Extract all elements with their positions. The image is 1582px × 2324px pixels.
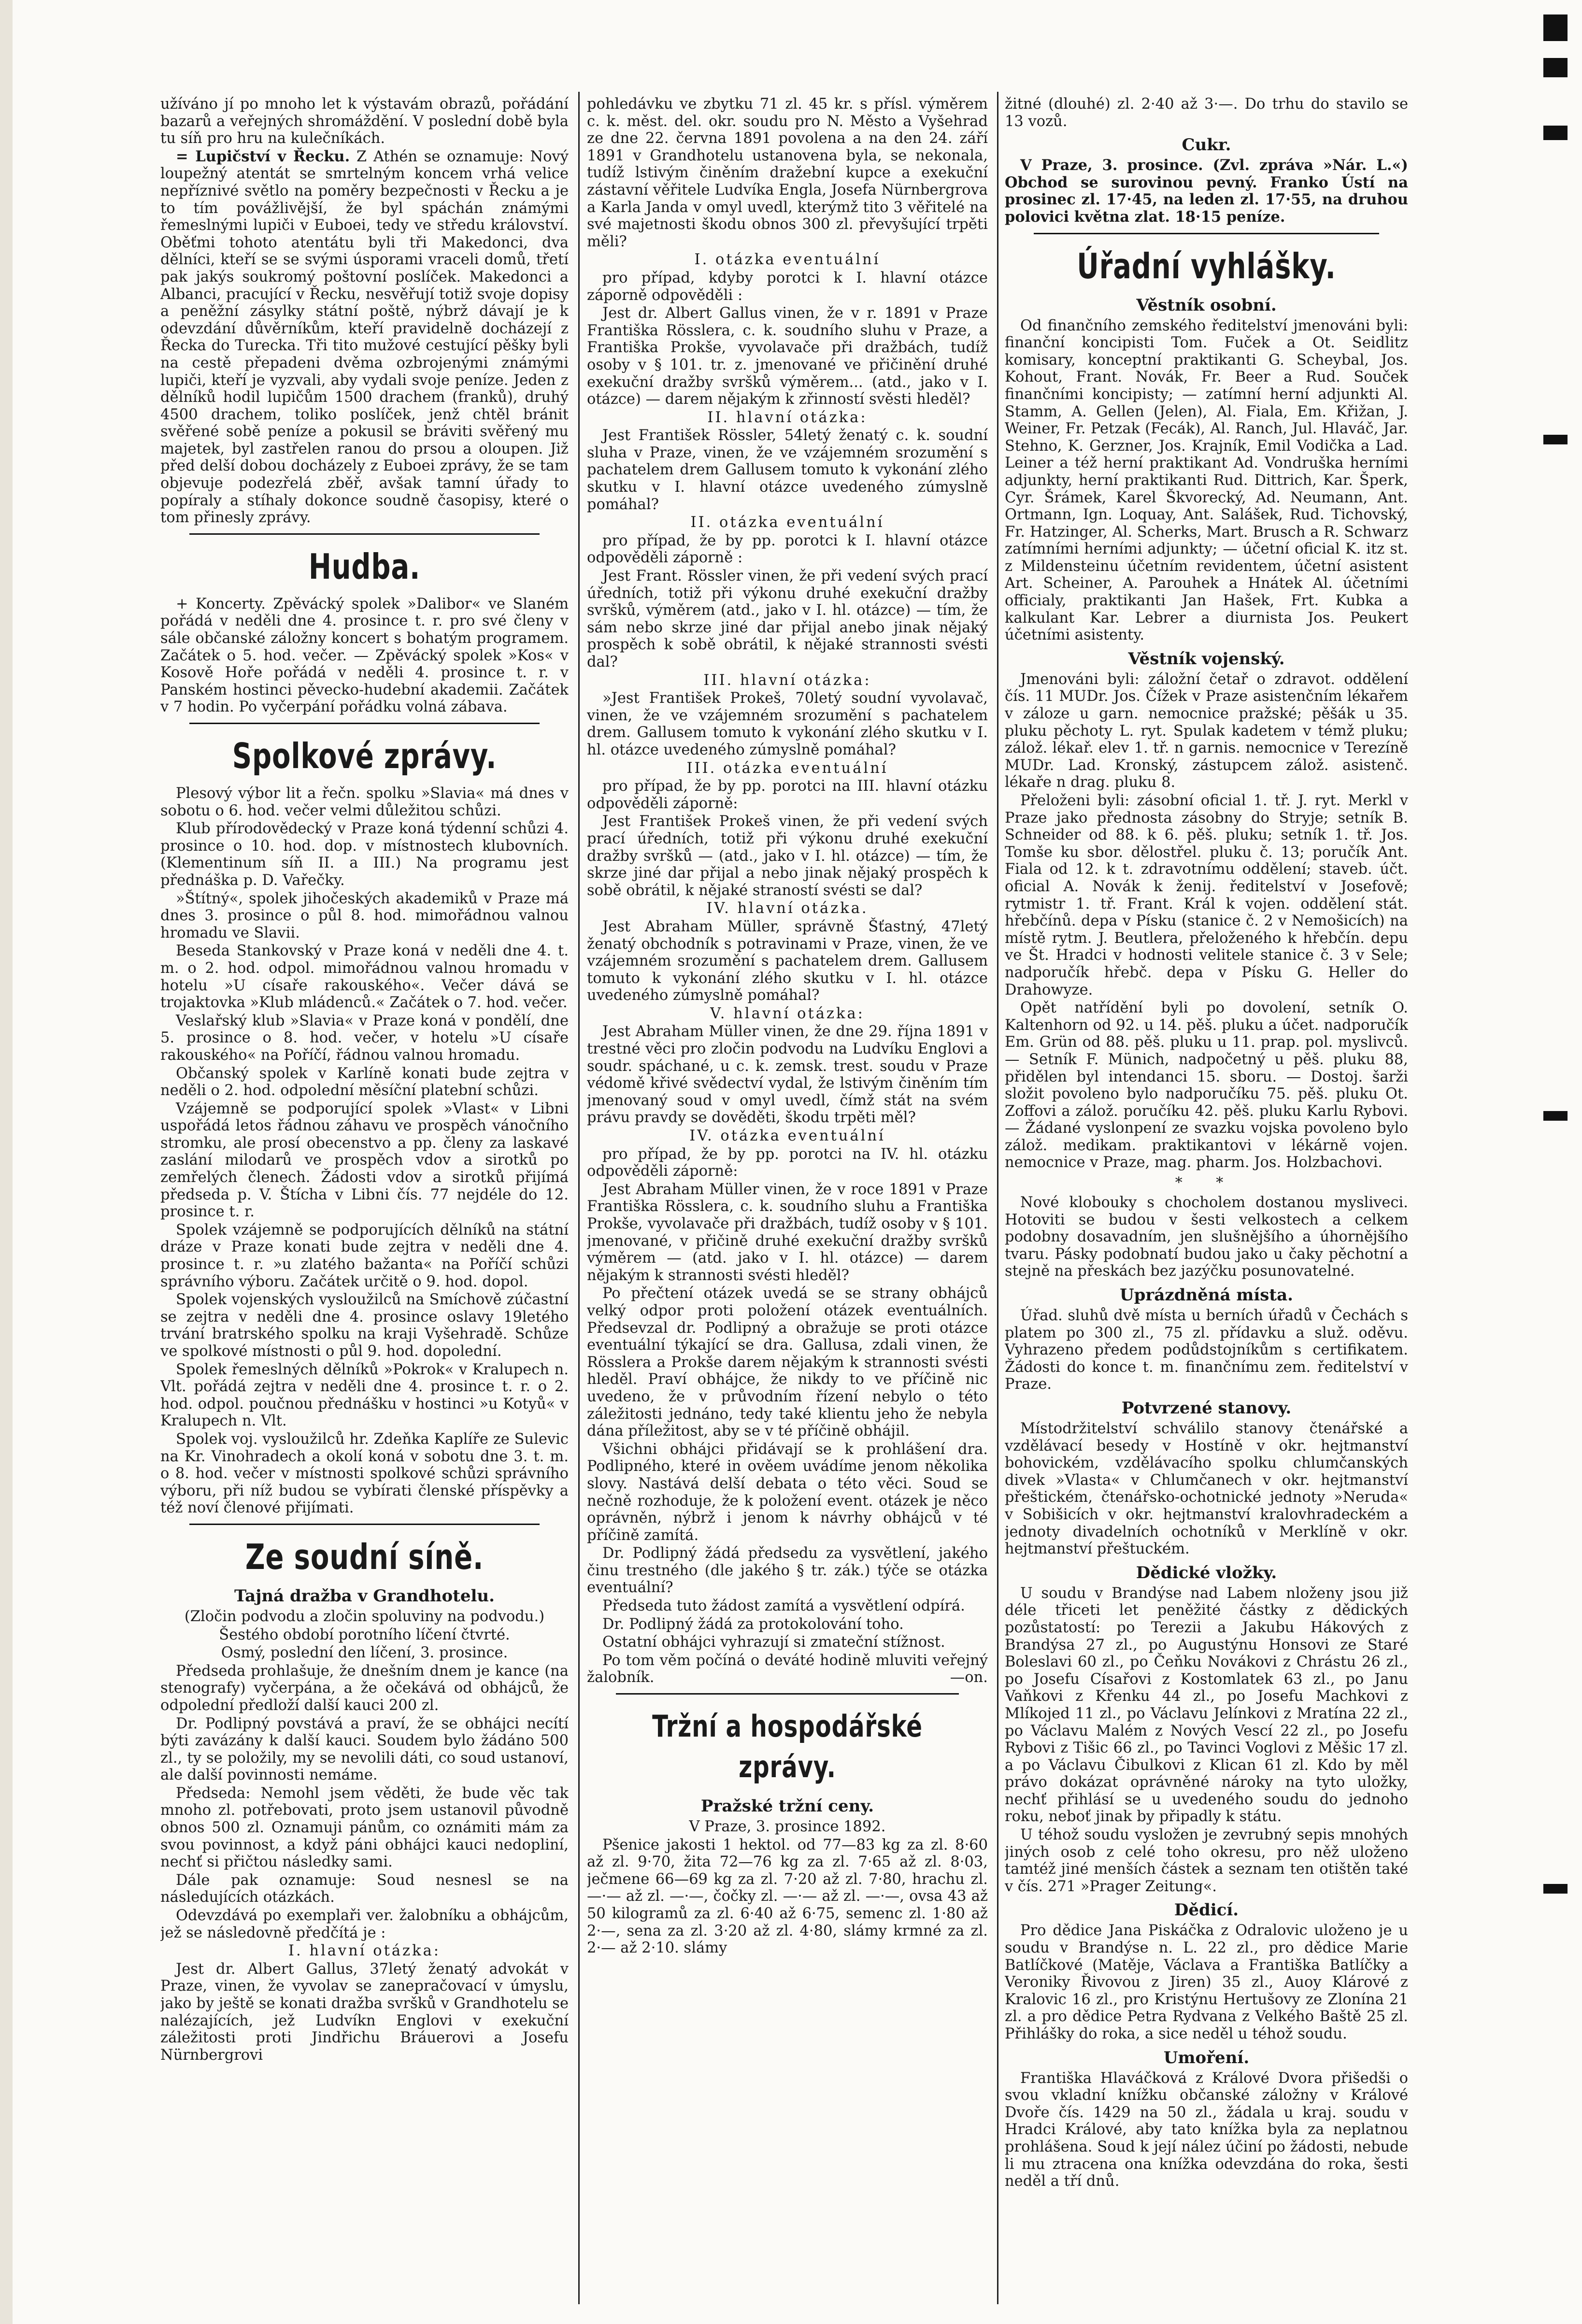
notice: Spolek vzájemně se podporujících dělníků na státní dráze v Praze konati bude zejtra v neděli dne 4. prosince t. r. »u zlatého bažanta« na Poříčí schůzi správního výboru. Začátek určitě o 9. hod. dopol.: [160, 1221, 569, 1290]
section-heading: Hudba.: [308, 546, 421, 587]
article-text: Jest dr. Albert Gallus vinen, že v r. 1891 v Praze Františka Rösslera, c. k. soudního sluhu v Praze, a Františka Prokše, vyvolavače při dražbách, tudíž osoby v § 101. tr. z. jmenované ve přičinění druhé exekuční dražby svršků výměrem... (atd., jako v I. otázce) — darem nějakým k zřinností svěsti hleděl?: [587, 305, 988, 408]
article-text: Po přečtení otázek uvedá se se strany obhájců velký odpor proti položení otázek eventuálních. Předsevzal dr. Podlipný a obražuje se proti otázce eventuální týkající se dra. Gallusa, zdali vinen, že Rösslera a Prokše darem nějakým k strannosti svésti hleděl. Praví obhájce, že nikdy to ve příčině nic uvedeno, že v průvodním řízení nebylo o této záležitosti jednáno, tedy také klientu jeho že nebyla dána příležitost, aby se v té příčině obhájil.: [587, 1285, 988, 1440]
article-text: [587, 1652, 988, 1686]
column-2: [587, 96, 988, 2303]
notice: Spolek řemeslných dělníků »Pokrok« v Kralupech n. Vlt. pořádá zejtra v neděli dne 4. prosince t. r. o 2. hod. odpol. poučnou přednášku v hostinci »u Kotyů« v Kralupech n. Vlt.: [160, 1361, 569, 1430]
subheading: Šestého období porotního líčení čtvrté.: [219, 1626, 510, 1643]
article-text: Odevzdává po exemplaři ver. žalobníku a obhájcům, jež se následovně předčítá je :: [160, 1907, 569, 1941]
article-text: Všichni obhájci přidávají se k prohlášení dra. Podlipného, které in ověem uvádíme jenom několika slovy. Nastává delší debata o této věci. Soud se nečně rozhoduje, že k položení event. otázek je něco oprávněn, nýbrž i jenom k návrhy obhájců v té příčině zamítá.: [587, 1440, 988, 1544]
article-text: pro případ, že by pp. porotci na IV. hl. otázku odpověděli záporně:: [587, 1145, 988, 1180]
article-body: Z Athén se oznamuje: Nový loupežný atentát se smrtelným koncem vrhá velice nepříznivé světlo na poměry bezpečnosti v Řecku a je to tím povážlivější, že byl spáchán známými řemeslnými lupiči v Euboei, tedy ve středu království. Oběťmi tohoto atentátu byli tři Makedonci, dva dělníci, kteří se se svými úsporami vraceli domů, třetí pak jakýs soukromý poštovní poslíček. Makedonci a Albanci, pracující v Řecku, nesvěřují totiž svoje dopisy a peněžní zásylky státní poště, nýbrž dávají je k odevzdání důvěrníkům, kteří pravidelně docházejí z Řecka do Turecka. Tři tito mužové cestující pěšky byli na cestě přepadeni dvěma ozbrojenými známými lupiči, kteří je vyzvali, aby vydali svoje peníze. Jeden z dělníků hodil lupičům 1500 drachem (franků), druhý 4500 drachem, toliko poslíček, jenž chtěl bránit svěřené sobě peníze a pokusil se bráviti svěřený mu majetek, byl zastřelen ranou do prsou a oloupen. Již před delší dobou docházely z Euboei zprávy, že se tam objevuje podezřelá zběř, avšak tamní úřady to popíraly a stíhaly dokonce soudně časopisy, které o tom přinesly zprávy.: [160, 148, 569, 527]
article-text: Jest Abraham Müller vinen, že v roce 1891 v Praze Františka Rösslera, c. k. soudního sluhu a Františka Prokše, vyvolavače při dražbách, tudíž osoby v § 101. jmenované, v přičině druhé exekuční dražby svršků výměrem — (atd. jako v I. hl. otázce) — darem nějakým k strannosti svésti hleděl?: [587, 1181, 988, 1284]
notice: »Štítný«, spolek jihočeských akademiků v Praze má dnes 3. prosince o půl 8. hod. mimořádnou valnou hromadu ve Slavii.: [160, 890, 569, 941]
notice: Veslařský klub »Slavia« v Praze koná v pondělí, dne 5. prosince o 8. hod. večer, v hotelu »U císaře rakouského« na Poříčí, řádnou valnou hromadu.: [160, 1012, 569, 1064]
column-3: [1005, 96, 1408, 2303]
article-text: pro případ, že by pp. porotci k I. hlavní otázce odpověděli záporně :: [587, 532, 988, 567]
question-heading: IV. hlavní otázka.: [706, 900, 869, 917]
article-text: Jest Abraham Müller, správně Šťastný, 47letý ženatý obchodník s potravinami v Praze, vinen, že ve vzájemném srozumění s pachatelem drem. Gallusem tomuto k vykonání zlého skutku v I. hl. otázce uvedeného zúmyslně pomáhal?: [587, 918, 988, 1004]
article-text: »Jest František Prokeš, 70letý soudní vyvolavač, vinen, že ve vzájemném srozumění s pachatelem drem. Gallusem tomuto k vykonání zlého skutku v I. hl. otázce uvedeného zúmyslně pomáhal?: [587, 690, 988, 758]
notice: Plesový výbor lit a řečn. spolku »Slavia« má dnes v sobotu o 6. hod. večer velmi důležitou schůzi.: [160, 785, 569, 819]
article-text: Jmenováni byli: záložní četař o zdravot. oddělení čís. 11 MUDr. Jos. Čížek v Praze asistenčním lékařem v záloze u garn. nemocnice pražské; pěšák u 35. pluku pěchoty L. ryt. Spulak kadetem v témž pluku; zálož. lékař. elev 1. tř. n garnis. nemocnice v Terezíně MUDr. Lad. Kronský, zástupcem zálož. asistenč. lékaře n drag. pluku 8.: [1005, 670, 1408, 791]
article-heading: Uprázdněná místa.: [1120, 1285, 1293, 1305]
article-text: pro případ, že by pp. porotci na III. hlavní otázku odpověděli záporně:: [587, 778, 988, 812]
article-text: pohledávku ve zbytku 71 zl. 45 kr. s přísl. výměrem c. k. měst. del. okr. soudu pro N. Město a Vyšehrad ze dne 22. června 1891 povolena a na den 24. září 1891 v Grandhotelu ustanovena byla, se nekonala, tudíž lstivým činěním dražební kupce a exekuční zástavní věřitele Ludvíka Engla, Josefa Nürnbergrova a Karla Janda v omyl uvedl, kterýmž tito 3 věřitelé na své majetnosti škodu obnos 300 zl. převyšující trpěti měli?: [587, 96, 988, 250]
article-heading: Umoření.: [1163, 2048, 1250, 2067]
article-heading: Věstník osobní.: [1136, 295, 1277, 315]
article-text: Jest Frant. Rössler vinen, že při vedení svých prací úředních, totiž při výkonu druhé exekuční dražby svršků, výměrem (atd., jako v I. hl. otázce) — tím, že sám nebo skrze jiné dar přijal anebo jinak nějaký prospěch k sobě obrátil, k nějaké strannosti svésti dal?: [587, 568, 988, 670]
article-title: = Lupičství v Řecku.: [176, 147, 350, 165]
section-heading: Ze soudní síně.: [245, 1536, 484, 1577]
section-heading: Úřadní vyhlášky.: [1077, 245, 1336, 286]
article-text: + Koncerty. Zpěvácký spolek »Dalibor« ve Slaném pořádá v neděli dne 4. prosince t. r. pro své členy v sále občanské záložny koncert s bohatým programem. Začátek o 5. hod. večer. — Zpěvácký spolek »Kos« v Kosově Hoře pořádá v neděli 4. prosince t. r. v Panském hostinci pěvecko-hudební akademii. Začátek v 7 hodin. Po vyčerpání pořádku volná zábava.: [160, 595, 569, 716]
article-text: Jest dr. Albert Gallus, 37letý ženatý advokát v Praze, vinen, že vyvolav se zanepračovací v úmyslu, jako by ještě se konati dražba svršků v Grandhotelu se nalézajících, jež Ludvíkn Englovi v exekuční záležitosti proti Jindřichu Bráuerovi a Josefu Nürnbergrovi: [160, 1960, 569, 2064]
article-text: Dále pak oznamuje: Soud nesnesl se na následujících otázkách.: [160, 1871, 569, 1906]
separator-asterisks: * *: [1175, 1174, 1238, 1192]
article-text: Dr. Podlipný žádá předsedu za vysvětlení, jakého činu trestného (dle jakého § tr. zák.) týče se otázka eventuální?: [587, 1545, 988, 1597]
article-text: Dr. Podlipný povstává a praví, že se obhájci necítí býti zavázány k další kauci. Soudem bylo žádáno 500 zl., ty se položily, my se nevolili dáti, co soud ustanoví, ale další povinnosti nemáme.: [160, 1715, 569, 1784]
article-text: Dr. Podlipný žádá za protokolování toho.: [602, 1615, 904, 1633]
question-heading: II. otázka eventuální: [690, 514, 884, 531]
dateline: V Praze, 3. prosince 1892.: [689, 1818, 886, 1836]
article-heading: Cukr.: [1182, 135, 1231, 155]
article-text: Předseda: Nemohl jsem věděti, že bude věc tak mnoho zl. potřebovati, proto jsem ustanovil původně obnos 500 zl. Oznamuji pánům, co oznámiti mám za svou povinnost, a když páni obhájci kauci nedopliní, nechť si přičtou následky sami.: [160, 1784, 569, 1871]
page-edge-marks: [1539, 0, 1568, 2324]
column-1: [160, 96, 569, 2303]
column-divider: [997, 92, 998, 2304]
article-text: Předseda prohlašuje, že dnešním dnem je kance (na stenografy) vyčerpána, a že očekává od obhájců, že odpolední předloží další kauci 200 zl.: [160, 1662, 569, 1714]
article-text: pro případ, kdyby porotci k I. hlavní otázce záporně odpověděli :: [587, 269, 988, 304]
article-text: Pro dědice Jana Piskáčka z Odralovic uloženo je u soudu v Brandýse n. L. 22 zl., pro dědice Marie Batlíčkové (Matěje, Václava a Františka Batlíčky a Veroniky Řivovou z Jiren) 35 zl., Auoy Klárové z Kralovic 16 zl., pro Kristýnu Hertušovy ze Zlonína 21 zl. a pro dědice Petra Rydvana z Velkého Baště 25 zl. Přihlášky do roka, a sice neděl u téhož soudu.: [1005, 1922, 1408, 2042]
question-heading: I. hlavní otázka:: [288, 1942, 441, 1960]
question-heading: III. hlavní otázka:: [703, 671, 871, 689]
article-body: Po tom věm počíná o deváté hodině mluviti veřejný žalobník.: [587, 1652, 988, 1686]
article-text: Úřad. sluhů dvě místa u berních úřadů v Čechách s platem po 300 zl., 75 zl. přídavku a služ. oděvu. Vyhrazeno předem podůdstojníkům s certifikatem. Žádosti do konce t. m. finančnímu zem. ředitelství v Praze.: [1005, 1307, 1408, 1393]
article-text: U soudu v Brandýse nad Labem nloženy jsou již déle třiceti let peněžité částky z dědických pozůstatostí: po Terezii a Jakubu Hákových z Brandýsa 27 zl., po Augustýnu Honsovi ze Staré Boleslavi 60 zl., po Čeňku Novákovi z Chrástu 26 zl., po Josefu Císařovi z Kostomlatek 63 zl., po Janu Vaňkovi z Křenku 44 zl., po Josefu Machkovi z Mlíkojed 11 zl., po Václavu Jelínkovi z Mratína 22 zl., po Václavu Malém z Nových Vescí 22 zl., po Josefu Rybovi z Tišic 66 zl., po Tavinci Voglovi z Měšic 17 zl. a po Václavu Čibulkovi z Klican 61 zl. Kdo by měl právo dokázat oprávněné nároky na tyto uložky, nechť přihlásí se u uvedeného soudu do jednoho roku, neboť jinak by připadly k státu.: [1005, 1584, 1408, 1825]
subheading: (Zločin podvodu a zločin spoluviny na podvodu.): [184, 1608, 545, 1625]
question-heading: I. otázka eventuální: [694, 251, 881, 269]
notice: Klub přírodovědecký v Praze koná týdenní schůzi 4. prosince o 10. hod. dop. v místnostech klubovních. (Klementinum síň II. a III.) Na programu jest přednáška p. D. Vařečky.: [160, 820, 569, 889]
divider: [616, 1693, 959, 1695]
article-text: Přeloženi byli: zásobní oficial 1. tř. J. ryt. Merkl v Praze jako přednosta zásobny do Stryje; setník B. Schneider od 88. k 6. pěš. pluku; setník 1. tř. Jos. Tomše ku sbor. dělostřel. pluku č. 13; poručík Ant. Fiala od 12. k t. zdravotnímu oddělení; staveb. účt. oficial A. Novák k ženij. ředitelství v Josefově; rytmistr 1. tř. Frant. Král k vojen. oddělení stát. hřebčínů. depa v Písku (stanice č. 2 v Nemošicích) na místě rytm. J. Beutlera, přeloženého k hřebčín. depu ve Št. Hradci v hodnosti velitele stanice č. 3 v Sele; nadporučík hřebč. depa v Písku G. Heller do Drahowyze.: [1005, 792, 1408, 998]
divider: [189, 723, 540, 724]
section-heading: Tržní a hospodářské zprávy.: [652, 1709, 923, 1785]
article-text: Nové klobouky s chocholem dostanou mysliveci. Hotoviti se budou v šesti velkostech a celkem podobny dosavadním, jen slušnějšího a úhornějšího tvaru. Pásky podobnatí budou jako u čaky pěchotní a stejně na přeskách bez jazýčku posunovatelné.: [1005, 1194, 1408, 1280]
article-text: žitné (dlouhé) zl. 2·40 až 3·—. Do trhu do stavilo se 13 vozů.: [1005, 96, 1408, 130]
article-text: užíváno jí po mnoho let k výstavám obrazů, pořádání bazarů a veřejných shromáždění. V poslední době byla tu síň pro hru na kulečníkách.: [160, 96, 569, 147]
article-heading: Dědické vložky.: [1136, 1563, 1277, 1583]
notice: Spolek vojenských vysloužilců na Smíchově zúčastní se zejtra v neděli dne 4. prosince oslavy 19letého trvání bratrského spolku na kraji Vyšehradě. Schůze ve spolkové místnosti o půl 9. hod. dopolední.: [160, 1291, 569, 1360]
notice: Občanský spolek v Karlíně konati bude zejtra v neděli o 2. hod. odpolední měsíční platební schůzi.: [160, 1065, 569, 1099]
article-text: Předseda tuto žádost zamítá a vysvětlení odpírá.: [602, 1597, 965, 1615]
article-text: Jest Abraham Müller vinen, že dne 29. října 1891 v trestné věci pro zločin podvodu na Ludvíku Englovi a soudr. spáchané, u c. k. zemsk. trest. soudu v Praze védomě křivé svědectví vydal, že lstivým činěním tím jmenovaný soud v omyl uvedl, čímž stát na svém právu pravdy se dověděti, škodu trpěti měl?: [587, 1023, 988, 1126]
article-text: Opět natřídění byli po dovolení, setník O. Kaltenhorn od 92. u 14. pěš. pluku a účet. nadporučík Em. Grün od 88. pěš. pluku u 11. prap. pol. myslivců. — Setník F. Münich, nadpočetný u pěš. pluku 88, přidělen byl intendanci 15. sboru. — Dostoj. šarži složit povoleno bylo nadporučíku 75. pěš. pluku Ot. Zoffovi a zálož. poručíku 42. pěš. pluku Karlu Rybovi. — Žádané vyslonpení ze svazku vojska povoleno bylo zálož. medikam. praktikantovi v lékárně vojen. nemocnice v Praze, mag. pharm. Jos. Holzbachovi.: [1005, 999, 1408, 1171]
divider: [1034, 233, 1379, 234]
article-heading: Potvrzené stanovy.: [1121, 1398, 1292, 1418]
question-heading: II. hlavní otázka:: [707, 409, 868, 426]
article-heading: Dědicí.: [1174, 1900, 1239, 1920]
article-text: [160, 148, 569, 527]
article-text: Jest František Prokeš vinen, že při vedení svých prací úředních, totiž při výkonu druhé exekuční dražby svršků — (atd., jako v I. hl. otázce) — tím, že skrze jiné dar přijal a nebo jinak nějaký prospěch k sobě obrátil, k nějaké straností svésti se dal?: [587, 813, 988, 899]
question-heading: III. otázka eventuální: [686, 759, 888, 777]
article-heading: Věstník vojenský.: [1128, 649, 1285, 669]
article-text: Od finančního zemského ředitelství jmenováni byli: finanční koncipisti Tom. Fuček a Ot. Seidlitz komisary, konceptní praktikanti G. Scheybal, Jos. Kohout, Frant. Novák, Fr. Beer a Rud. Souček finančními koncipisty; — zatímní herní adjunkti Al. Stamm, A. Gellen (Jelen), Al. Fiala, Em. Křižan, J. Weiner, Fr. Petzak (Fecák), Al. Ranch, Jul. Hlaváč, Jar. Stehno, K. Gerzner, Jos. Krajník, Emil Vodička a Lad. Leiner a též herní praktikant Ad. Vondruška herními adjunkty, herní praktikanti Rud. Dittrich, Kar. Šperk, Cyr. Šrámek, Karel Škvorecký, Ad. Neumann, Ant. Ortmann, Ign. Loquay, Ant. Salášek, Rud. Tichovský, Fr. Hatzinger, Al. Scherks, Mart. Brusch a R. Schwarz zatímními herními adjunkty; — účetní oficial K. itz st. z Mildensteinu účetním revidentem, účetní asistent Art. Scheiner, A. Parouhek a Hnátek Al. účetními officialy, praktikanti Jan Hašek, Frt. Kubka a kalkulant Kar. Lebrer a diurnista Jos. Peukert účetními asistenty.: [1005, 317, 1408, 644]
article-text: Pšenice jakosti 1 hektol. od 77—83 kg za zl. 8·60 až zl. 9·70, žita 72—76 kg za zl. 7·65 až zl. 8·03, ječmene 66—69 kg za zl. 7·20 až zl. 7·80, hrachu zl. —·— až zl. —·—, čočky zl. —·— až zl. —·—, ovsa 43 až 50 kilogramů za zl. 6·40 až 6·75, semenc zl. 1·80 až 2·—, sena za zl. 3·20 až zl. 4·80, slámy krmné za zl. 2·— až 2·10. slámy: [587, 1836, 988, 1957]
page-edge: [0, 0, 13, 2324]
article-text: Ostatní obhájci vyhrazují si zmateční stížnost.: [602, 1634, 945, 1651]
notice: Vzájemně se podporující spolek »Vlast« v Libni uspořádá letos řádnou záhavu ve prospěch vánočního stromku, ale prosí obecenstvo a pp. členy za laskavé zaslání milodarů ve prospěch vdov a sirotků po zemřelých členech. Žádosti vdov a sirotků přijímá předseda p. V. Štícha v Libni čís. 77 nejdéle do 12. prosince t. r.: [160, 1100, 569, 1221]
column-divider: [578, 92, 580, 2304]
question-heading: V. hlavní otázka:: [710, 1005, 865, 1022]
question-heading: IV. otázka eventuální: [689, 1127, 885, 1145]
section-heading: Spolkové zprávy.: [232, 736, 497, 776]
divider: [189, 1524, 540, 1525]
notice: Spolek voj. vysloužilců hr. Zdeňka Kaplíře ze Sulevic na Kr. Vinohradech a okolí koná v sobotu dne 3. t. m. o 8. hod. večer v místnosti spolkové schůzi správního výboru, při níž budou se vybírati členské příspěvky a též noví členové přijímati.: [160, 1430, 569, 1517]
article-text: Jest František Rössler, 54letý ženatý c. k. soudní sluha v Praze, vinen, že ve vzájemném srozumění s pachatelem drem Gallusem tomuto k vykonání zlého skutku v I. hlavní otázce uvedeného zúmyslně pomáhal?: [587, 427, 988, 513]
notice: Beseda Stankovský v Praze koná v neděli dne 4. t. m. o 2. hod. odpol. mimořádnou valnou hromadu v hotelu »U císaře rakouského«. Večer dává se trojaktovka »Klub mládenců.« Začátek o 7. hod. večer.: [160, 942, 569, 1012]
article-text: U téhož soudu vysložen je zevrubný sepis mnohých jiných osob z celé toho okresu, pro něž uloženo tamtéž jiné menších částek a seznam ten otištěn také v čís. 271 »Prager Zeitung«.: [1005, 1826, 1408, 1895]
article-heading: Tajná dražba v Grandhotelu.: [234, 1586, 495, 1606]
subheading: Osmý, poslední den líčení, 3. prosince.: [221, 1644, 508, 1662]
article-text: V Praze, 3. prosince. (Zvl. zpráva »Nár. L.«) Obchod se surovinou pevný. Franko Ústí na prosinec zl. 17·45, na leden zl. 17·55, na druhou polovici května zlat. 18·15 peníze.: [1005, 157, 1408, 226]
author-signature: —on.: [950, 1669, 988, 1686]
article-text: Místodržitelství schválilo stanovy čtenářské a vzdělávací besedy v Hostíně v okr. hejtmanství bohovickém, vzdělávacího spolku chlumčanských divek »Vlasta« v Chlumčanech v okr. hejtmanství přeštickém, čtenářsko-ochotnické jednoty »Neruda« v Sobišicích v okr. hejtmanství kralovhradeckém a jednoty divadelních ochotníků v Merklíně v okr. hejtmanství přeštuckém.: [1005, 1420, 1408, 1558]
article-heading: Pražské tržní ceny.: [700, 1796, 874, 1816]
article-text: Františka Hlaváčková z Králové Dvora přišedši o svou vkladní knížku občanské záložny v Králové Dvoře čís. 1429 na 50 zl., žádala u kraj. soudu v Hradci Králové, aby tato knížka byla za neplatnou prohlášena. Soud k její nález účiní po žádosti, nebude li mu ztracena ona knížka odevzdána do roka, šesti neděl a tří dnů.: [1005, 2069, 1408, 2190]
divider: [189, 533, 540, 535]
